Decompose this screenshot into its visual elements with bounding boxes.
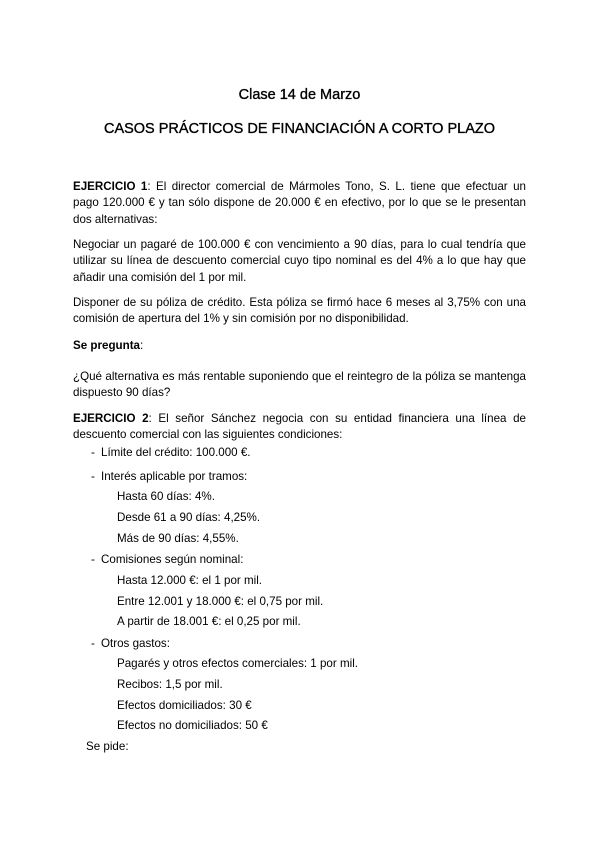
- bullet-dash: -: [91, 553, 95, 566]
- ejercicio-1-label: EJERCICIO 1: [73, 180, 148, 193]
- question-heading: [73, 338, 526, 354]
- sub-list-item: Efectos domiciliados: 30 €: [117, 699, 252, 712]
- list-item: [91, 469, 247, 485]
- ejercicio-2-text: : El señor Sánchez negocia con su entidad financiera una línea de descuento comercial con las siguientes condiciones:: [73, 412, 526, 442]
- ejercicio-2-label: EJERCICIO 2: [73, 412, 149, 425]
- sub-list-item: Efectos no domiciliados: 50 €: [117, 719, 268, 732]
- sub-list-item: Desde 61 a 90 días: 4,25%.: [117, 511, 261, 524]
- ejercicio-2-intro: [73, 411, 526, 444]
- ejercicio-1-intro: [73, 179, 526, 228]
- list-item: [91, 445, 251, 461]
- sub-list-item: Más de 90 días: 4,55%.: [117, 532, 239, 545]
- ejercicio-1-question: ¿Qué alternativa es más rentable suponiendo que el reintegro de la póliza se mantenga dispuesto 90 días?: [73, 370, 526, 400]
- ejercicio-1-alternative-2: Disponer de su póliza de crédito. Esta póliza se firmó hace 6 meses al 3,75% con una comisión de apertura del 1% y sin comisión por no disponibilidad.: [73, 296, 526, 326]
- sub-list-item: Hasta 60 días: 4%.: [117, 490, 215, 503]
- sub-list-item: Pagarés y otros efectos comerciales: 1 por mil.: [117, 657, 358, 670]
- list-item-text: Otros gastos:: [101, 637, 170, 650]
- list-item: [91, 636, 170, 652]
- ejercicio-1-text: : El director comercial de Mármoles Tono, S. L. tiene que efectuar un pago 120.000 € y tan sólo dispone de 20.000 € en efectivo, por lo que se le presentan dos alternativas:: [73, 180, 526, 226]
- page-title: Clase 14 de Marzo: [238, 87, 361, 103]
- list-item-text: Comisiones según nominal:: [101, 553, 244, 566]
- list-item-text: Interés aplicable por tramos:: [101, 470, 248, 483]
- bullet-dash: -: [91, 446, 95, 459]
- ejercicio-1-alternative-1: Negociar un pagaré de 100.000 € con vencimiento a 90 días, para lo cual tendría que utilizar su línea de descuento comercial cuyo tipo nominal es del 4% a lo que hay que añadir una comisión del 1 por mil.: [73, 238, 526, 284]
- bullet-dash: -: [91, 637, 95, 650]
- se-pide-label: Se pide:: [86, 740, 129, 753]
- page-subtitle: CASOS PRÁCTICOS DE FINANCIACIÓN A CORTO PLAZO: [103, 121, 496, 137]
- sub-list-item: Recibos: 1,5 por mil.: [117, 678, 223, 691]
- sub-list-item: Entre 12.001 y 18.000 €: el 0,75 por mil.: [117, 595, 324, 608]
- question-colon: :: [140, 339, 144, 352]
- list-item: [91, 552, 243, 568]
- list-item-text: Límite del crédito: 100.000 €.: [101, 446, 251, 459]
- sub-list-item: A partir de 18.001 €: el 0,25 por mil.: [117, 615, 301, 628]
- bullet-dash: -: [91, 470, 95, 483]
- question-label: Se pregunta: [73, 339, 140, 352]
- sub-list-item: Hasta 12.000 €: el 1 por mil.: [117, 574, 263, 587]
